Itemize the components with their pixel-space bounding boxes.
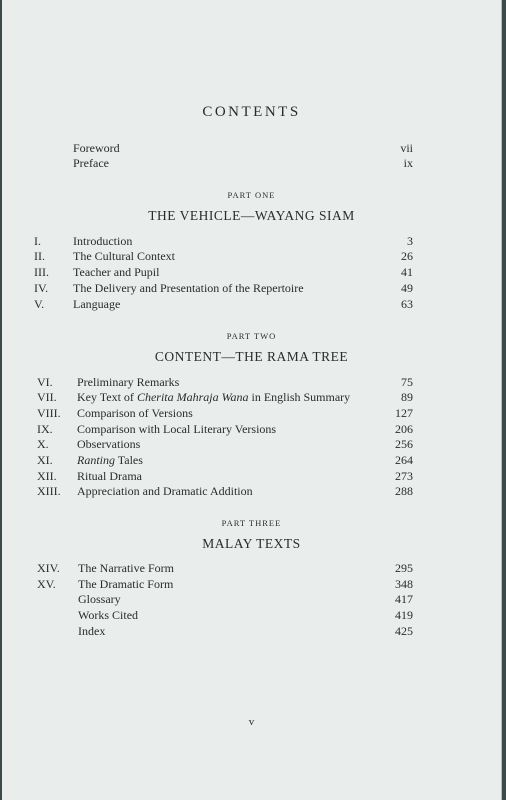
toc-entry-page: 256 bbox=[395, 437, 413, 451]
toc-entry-page: 419 bbox=[395, 608, 413, 622]
toc-entry-title: Comparison with Local Literary Versions bbox=[77, 422, 277, 436]
toc-entry bbox=[2, 468, 501, 484]
toc-entry-title: Language bbox=[73, 297, 121, 311]
toc-entry-page: 417 bbox=[395, 592, 413, 606]
toc-entry-page: 288 bbox=[395, 484, 413, 498]
toc-entry-title bbox=[77, 452, 143, 468]
toc-entry-title: The Narrative Form bbox=[78, 561, 174, 575]
toc-entry bbox=[2, 607, 501, 623]
chapter-number: II. bbox=[34, 249, 45, 263]
chapter-number: XIV. bbox=[37, 561, 60, 575]
italic-title-text: Ranting bbox=[77, 453, 115, 467]
toc-entry-page: 63 bbox=[401, 297, 413, 311]
italic-title-text: Cherita Mahraja Wana bbox=[136, 390, 249, 404]
toc-entry bbox=[2, 248, 501, 264]
toc-entry bbox=[2, 140, 501, 156]
toc-entry-title: Ritual Drama bbox=[77, 469, 142, 483]
toc-entry-page: 264 bbox=[395, 453, 413, 467]
title-text: in English Summary bbox=[248, 390, 351, 404]
book-page bbox=[2, 0, 502, 800]
toc-entry-title: Appreciation and Dramatic Addition bbox=[77, 484, 253, 498]
part-two-title: CONTENT—THE RAMA TREE bbox=[154, 349, 349, 364]
chapter-number: I. bbox=[34, 234, 41, 248]
toc-entry-title: Foreword bbox=[73, 141, 120, 155]
contents-title: CONTENTS bbox=[202, 104, 301, 120]
toc-entry-page: 49 bbox=[401, 281, 413, 295]
toc-entry-page: 348 bbox=[395, 577, 413, 591]
part-three-title: MALAY TEXTS bbox=[202, 536, 301, 551]
toc-entry bbox=[2, 452, 501, 468]
part-one-title: THE VEHICLE—WAYANG SIAM bbox=[148, 208, 355, 223]
page-number: v bbox=[248, 716, 255, 728]
chapter-number: X. bbox=[37, 437, 49, 451]
chapter-number: VIII. bbox=[37, 406, 61, 420]
part-one-label: PART ONE bbox=[227, 190, 276, 200]
toc-entry-page: 295 bbox=[395, 561, 413, 575]
toc-entry-title bbox=[77, 389, 350, 405]
chapter-number: VI. bbox=[37, 375, 53, 389]
toc-entry bbox=[2, 296, 501, 312]
toc-entry-page: ix bbox=[403, 156, 413, 170]
toc-entry-page: 273 bbox=[395, 469, 413, 483]
toc-entry-page: 425 bbox=[395, 624, 413, 638]
toc-entry-title: Glossary bbox=[78, 592, 121, 606]
toc-entry bbox=[2, 280, 501, 296]
toc-entry-title: The Dramatic Form bbox=[78, 577, 174, 591]
toc-entry bbox=[2, 405, 501, 421]
toc-entry-title: Preface bbox=[73, 156, 109, 170]
chapter-number: XIII. bbox=[37, 484, 61, 498]
toc-entry bbox=[2, 264, 501, 280]
toc-entry-title: The Delivery and Presentation of the Repertoire bbox=[73, 281, 304, 295]
toc-entry bbox=[2, 374, 501, 390]
toc-entry-page: 41 bbox=[401, 265, 413, 279]
toc-entry-title: The Cultural Context bbox=[73, 249, 175, 263]
toc-entry bbox=[2, 421, 501, 437]
toc-entry bbox=[2, 591, 501, 607]
chapter-number: III. bbox=[34, 265, 49, 279]
toc-entry-title: Comparison of Versions bbox=[77, 406, 193, 420]
toc-entry-title: Observations bbox=[77, 437, 141, 451]
part-two-label: PART TWO bbox=[226, 331, 277, 341]
chapter-number: XI. bbox=[37, 453, 53, 467]
toc-entry bbox=[2, 233, 501, 249]
toc-entry bbox=[2, 576, 501, 592]
chapter-number: IV. bbox=[34, 281, 49, 295]
title-text: Key Text of bbox=[77, 390, 137, 404]
toc-entry-title: Index bbox=[78, 624, 106, 638]
title-text: Tales bbox=[115, 453, 143, 467]
toc-entry bbox=[2, 483, 501, 499]
chapter-number: V. bbox=[34, 297, 45, 311]
toc-entry bbox=[2, 623, 501, 639]
chapter-number: XII. bbox=[37, 469, 57, 483]
toc-entry bbox=[2, 560, 501, 576]
chapter-number: XV. bbox=[37, 577, 56, 591]
toc-entry-page: vii bbox=[400, 141, 413, 155]
toc-entry-page: 206 bbox=[395, 422, 413, 436]
toc-entry-page: 89 bbox=[401, 390, 413, 404]
chapter-number: IX. bbox=[37, 422, 53, 436]
toc-entry-title: Teacher and Pupil bbox=[73, 265, 160, 279]
chapter-number: VII. bbox=[37, 390, 57, 404]
toc-entry-title: Introduction bbox=[73, 234, 133, 248]
toc-entry-title: Preliminary Remarks bbox=[77, 375, 180, 389]
part-three-label: PART THREE bbox=[221, 518, 282, 528]
toc-entry bbox=[2, 389, 501, 405]
toc-entry-page: 75 bbox=[401, 375, 413, 389]
toc-entry bbox=[2, 436, 501, 452]
toc-entry bbox=[2, 155, 501, 171]
toc-entry-title: Works Cited bbox=[78, 608, 139, 622]
toc-entry-page: 3 bbox=[407, 234, 413, 248]
toc-entry-page: 26 bbox=[401, 249, 413, 263]
toc-entry-page: 127 bbox=[395, 406, 413, 420]
